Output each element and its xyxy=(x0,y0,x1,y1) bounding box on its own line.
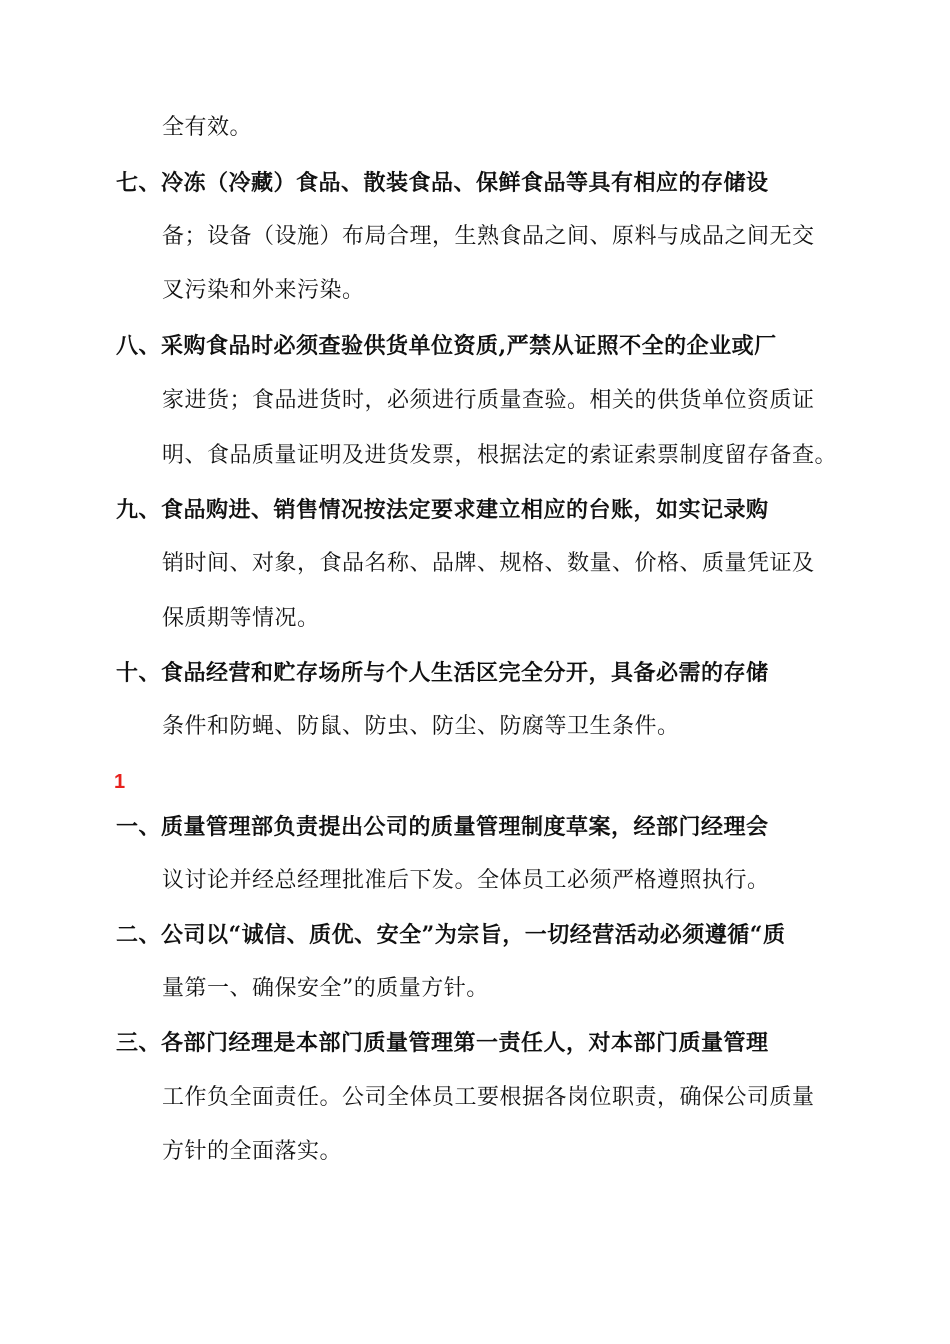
clause-8-text-line-1: 家进货；食品进货时，必须进行质量查验。相关的供货单位资质证 xyxy=(162,388,815,413)
clause-9-text-line-2: 保质期等情况。 xyxy=(162,606,320,631)
clause-7-text-line-2: 叉污染和外来污染。 xyxy=(162,278,365,303)
clause-heading-1: 一、质量管理部负责提出公司的质量管理制度草案，经部门经理会 xyxy=(116,814,769,840)
page-marker: 1 xyxy=(114,771,126,793)
clause-1-text-line-1: 议讨论并经总经理批准后下发。全体员工必须严格遵照执行。 xyxy=(162,868,770,893)
clause-7-text-line-1: 备；设备（设施）布局合理，生熟食品之间、原料与成品之间无交 xyxy=(162,224,815,249)
clause-8-text-line-2: 明、食品质量证明及进货发票，根据法定的索证索票制度留存备查。 xyxy=(162,443,838,468)
paragraph-continuation: 全有效。 xyxy=(162,115,253,140)
clause-3-text-line-1: 工作负全面责任。公司全体员工要根据各岗位职责，确保公司质量 xyxy=(162,1085,815,1110)
clause-3-text-line-2: 方针的全面落实。 xyxy=(162,1139,343,1164)
clause-heading-2: 二、公司以“诚信、质优、安全”为宗旨，一切经营活动必须遵循“质 xyxy=(116,922,786,948)
clause-10-text-line-1: 条件和防蝇、防鼠、防虫、防尘、防腐等卫生条件。 xyxy=(162,714,680,739)
clause-heading-7: 七、冷冻（冷藏）食品、散装食品、保鲜食品等具有相应的存储设 xyxy=(116,170,769,196)
clause-9-text-line-1: 销时间、对象，食品名称、品牌、规格、数量、价格、质量凭证及 xyxy=(162,551,815,576)
clause-heading-3: 三、各部门经理是本部门质量管理第一责任人，对本部门质量管理 xyxy=(116,1030,769,1056)
clause-2-text-line-1: 量第一、确保安全”的质量方针。 xyxy=(162,976,489,1001)
clause-heading-9: 九、食品购进、销售情况按法定要求建立相应的台账，如实记录购 xyxy=(116,497,769,523)
clause-heading-10: 十、食品经营和贮存场所与个人生活区完全分开，具备必需的存储 xyxy=(116,660,769,686)
clause-heading-8: 八、采购食品时必须查验供货单位资质,严禁从证照不全的企业或厂 xyxy=(116,333,777,359)
